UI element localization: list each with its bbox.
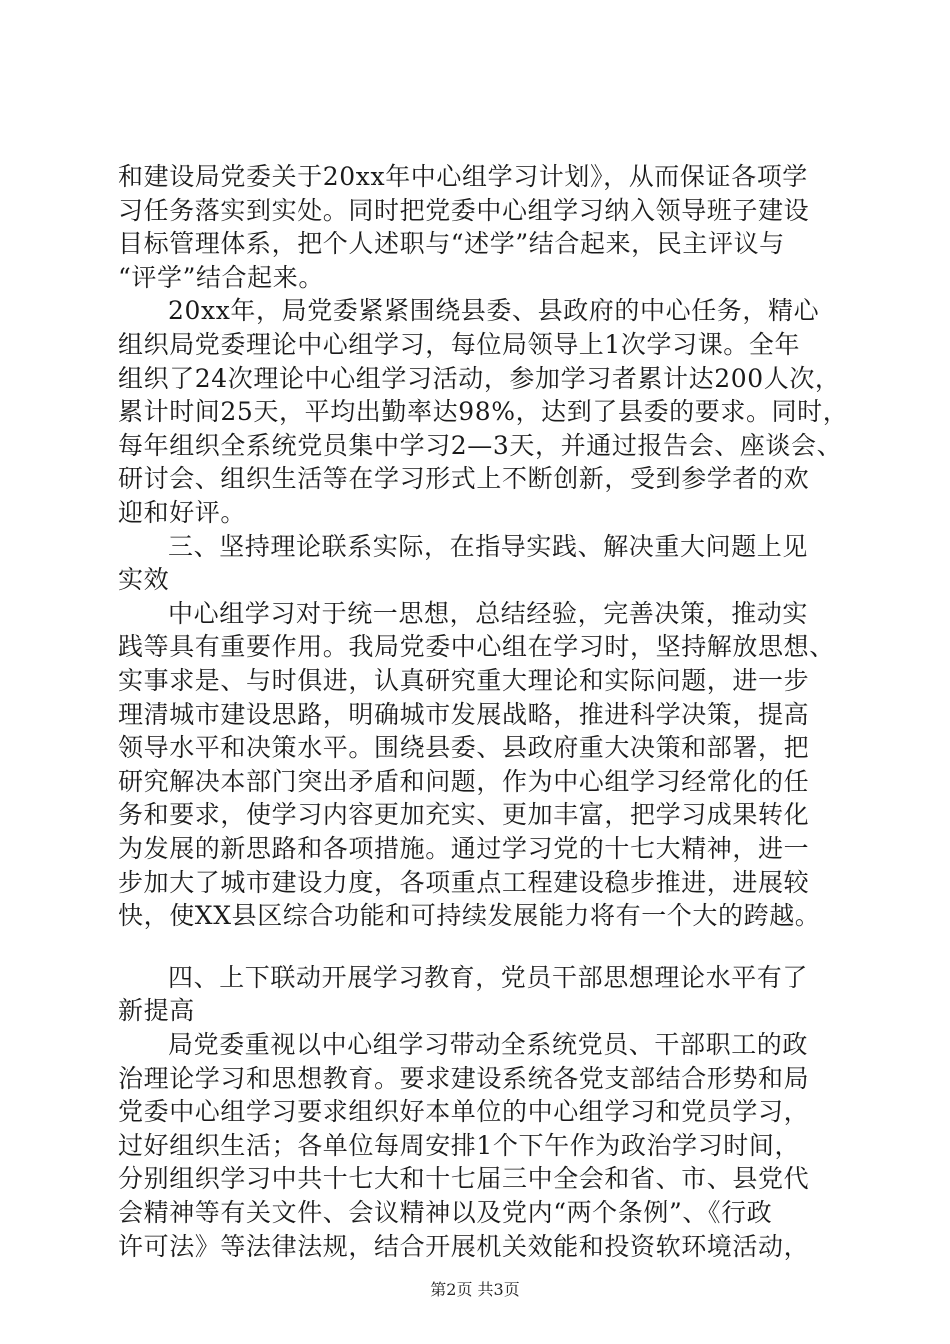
paragraph-line: 组织局党委理论中心组学习，每位局领导上1次学习课。全年	[118, 330, 801, 359]
paragraph-line: 许可法》等法律法规，结合开展机关效能和投资软环境活动，	[118, 1232, 810, 1261]
section-heading: 实效	[118, 565, 170, 594]
paragraph-line: 习任务落实到实处。同时把党委中心组学习纳入领导班子建设	[118, 196, 810, 225]
paragraph-line: 会精神等有关文件、会议精神以及党内“两个条例”、《行政	[118, 1198, 773, 1227]
paragraph-line: 每年组织全系统党员集中学习2—3天，并通过报告会、座谈会、	[118, 431, 843, 460]
paragraph-line: 步加大了城市建设力度，各项重点工程建设稳步推进，进展较	[118, 868, 810, 897]
paragraph-line: 迎和好评。	[118, 498, 247, 527]
paragraph-line: 治理论学习和思想教育。要求建设系统各党支部结合形势和局	[118, 1064, 810, 1093]
section-heading: 三、坚持理论联系实际，在指导实践、解决重大问题上见	[168, 532, 809, 561]
paragraph-line: 分别组织学习中共十七大和十七届三中全会和省、市、县党代	[118, 1164, 810, 1193]
paragraph-line: 中心组学习对于统一思想，总结经验，完善决策，推动实	[168, 599, 809, 628]
paragraph-line: 局党委重视以中心组学习带动全系统党员、干部职工的政	[168, 1030, 809, 1059]
paragraph-line: 党委中心组学习要求组织好本单位的中心组学习和党员学习，	[118, 1097, 810, 1126]
paragraph-line: 践等具有重要作用。我局党委中心组在学习时，坚持解放思想、	[118, 632, 835, 661]
paragraph-line: 累计时间25天，平均出勤率达98%，达到了县委的要求。同时，	[118, 397, 849, 426]
paragraph-line: 和建设局党委关于20xx年中心组学习计划》，从而保证各项学	[118, 162, 808, 191]
paragraph-line: 快，使XX县区综合功能和可持续发展能力将有一个大的跨越。	[118, 901, 821, 930]
paragraph-line: 目标管理体系，把个人述职与“述学”结合起来，民主评议与	[118, 229, 785, 258]
paragraph-line: “评学”结合起来。	[118, 263, 324, 292]
paragraph-line: 务和要求，使学习内容更加充实、更加丰富，把学习成果转化	[118, 800, 810, 829]
paragraph-line: 研究解决本部门突出矛盾和问题，作为中心组学习经常化的任	[118, 767, 810, 796]
paragraph-line: 领导水平和决策水平。围绕县委、县政府重大决策和部署，把	[118, 733, 810, 762]
paragraph-line: 20xx年，局党委紧紧围绕县委、县政府的中心任务，精心	[168, 296, 820, 325]
paragraph-line: 过好组织生活；各单位每周安排1个下午作为政治学习时间，	[118, 1131, 801, 1160]
section-heading: 新提高	[118, 996, 195, 1025]
paragraph-line: 组织了24次理论中心组学习活动，参加学习者累计达200人次，	[118, 364, 841, 393]
page-footer: 第2页 共3页	[430, 1280, 520, 1299]
paragraph-line: 理清城市建设思路，明确城市发展战略，推进科学决策，提高	[118, 700, 810, 729]
paragraph-line: 研讨会、组织生活等在学习形式上不断创新，受到参学者的欢	[118, 464, 810, 493]
section-heading: 四、上下联动开展学习教育，党员干部思想理论水平有了	[168, 963, 809, 992]
paragraph-line: 实事求是、与时俱进，认真研究重大理论和实际问题，进一步	[118, 666, 810, 695]
paragraph-line: 为发展的新思路和各项措施。通过学习党的十七大精神，进一	[118, 834, 810, 863]
